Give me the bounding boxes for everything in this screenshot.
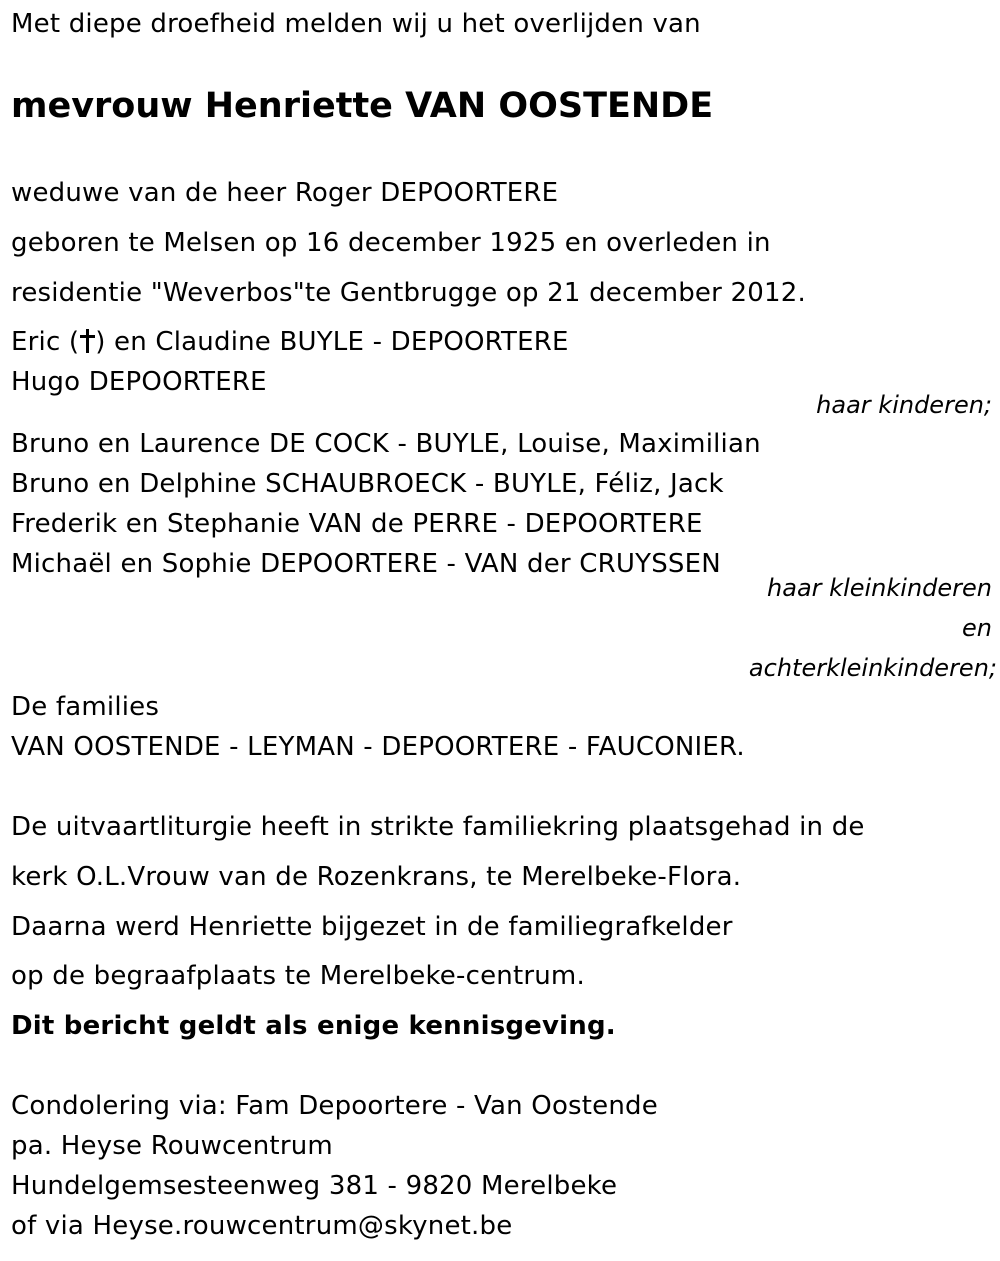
condolence-line-2: pa. Heyse Rouwcentrum: [11, 1131, 333, 1161]
child-line-1: [11, 326, 569, 358]
child-line-1-start: Eric (: [11, 327, 80, 357]
funeral-line-4: op de begraafplaats te Merelbeke-centrum.: [11, 961, 585, 991]
widow-line: weduwe van de heer Roger DEPOORTERE: [11, 178, 559, 208]
grandchild-line-2: Bruno en Delphine SCHAUBROECK - BUYLE, Féliz, Jack: [11, 469, 724, 499]
grandchild-line-3: Frederik en Stephanie VAN de PERRE - DEPOORTERE: [11, 509, 703, 539]
funeral-line-2: kerk O.L.Vrouw van de Rozenkrans, te Merelbeke-Flora.: [11, 862, 742, 892]
grandchild-line-1: Bruno en Laurence DE COCK - BUYLE, Louise, Maximilian: [11, 429, 761, 459]
child-line-1-end: ) en Claudine BUYLE - DEPOORTERE: [95, 327, 569, 357]
grandchildren-label-2: en: [962, 614, 992, 642]
child-line-2: Hugo DEPOORTERE: [11, 367, 267, 397]
condolence-line-3: Hundelgemsesteenweg 381 - 9820 Merelbeke: [11, 1171, 618, 1201]
funeral-line-1: De uitvaartliturgie heeft in strikte familiekring plaatsgehad in de: [11, 812, 865, 842]
children-label: haar kinderen;: [816, 391, 992, 419]
funeral-line-3: Daarna werd Henriette bijgezet in de familiegrafkelder: [11, 912, 733, 942]
families-names: VAN OOSTENDE - LEYMAN - DEPOORTERE - FAUCONIER.: [11, 732, 745, 762]
intro-text: Met diepe droefheid melden wij u het overlijden van: [11, 9, 701, 39]
condolence-email: of via Heyse.rouwcentrum@skynet.be: [11, 1211, 513, 1241]
grandchildren-label-1: haar kleinkinderen: [767, 574, 992, 602]
grandchildren-label-3: achterkleinkinderen;: [748, 654, 997, 682]
families-heading: De families: [11, 692, 160, 722]
birth-line: geboren te Melsen op 16 december 1925 en overleden in: [11, 228, 771, 258]
deceased-name: mevrouw Henriette VAN OOSTENDE: [11, 86, 714, 126]
death-line: residentie "Weverbos"te Gentbrugge op 21 december 2012.: [11, 278, 806, 308]
notice-text: Dit bericht geldt als enige kennisgeving.: [11, 1011, 616, 1041]
grandchild-line-4: Michaël en Sophie DEPOORTERE - VAN der CRUYSSEN: [11, 549, 721, 579]
condolence-line-1: Condolering via: Fam Depoortere - Van Oostende: [11, 1091, 658, 1121]
cross-icon: [79, 327, 95, 353]
